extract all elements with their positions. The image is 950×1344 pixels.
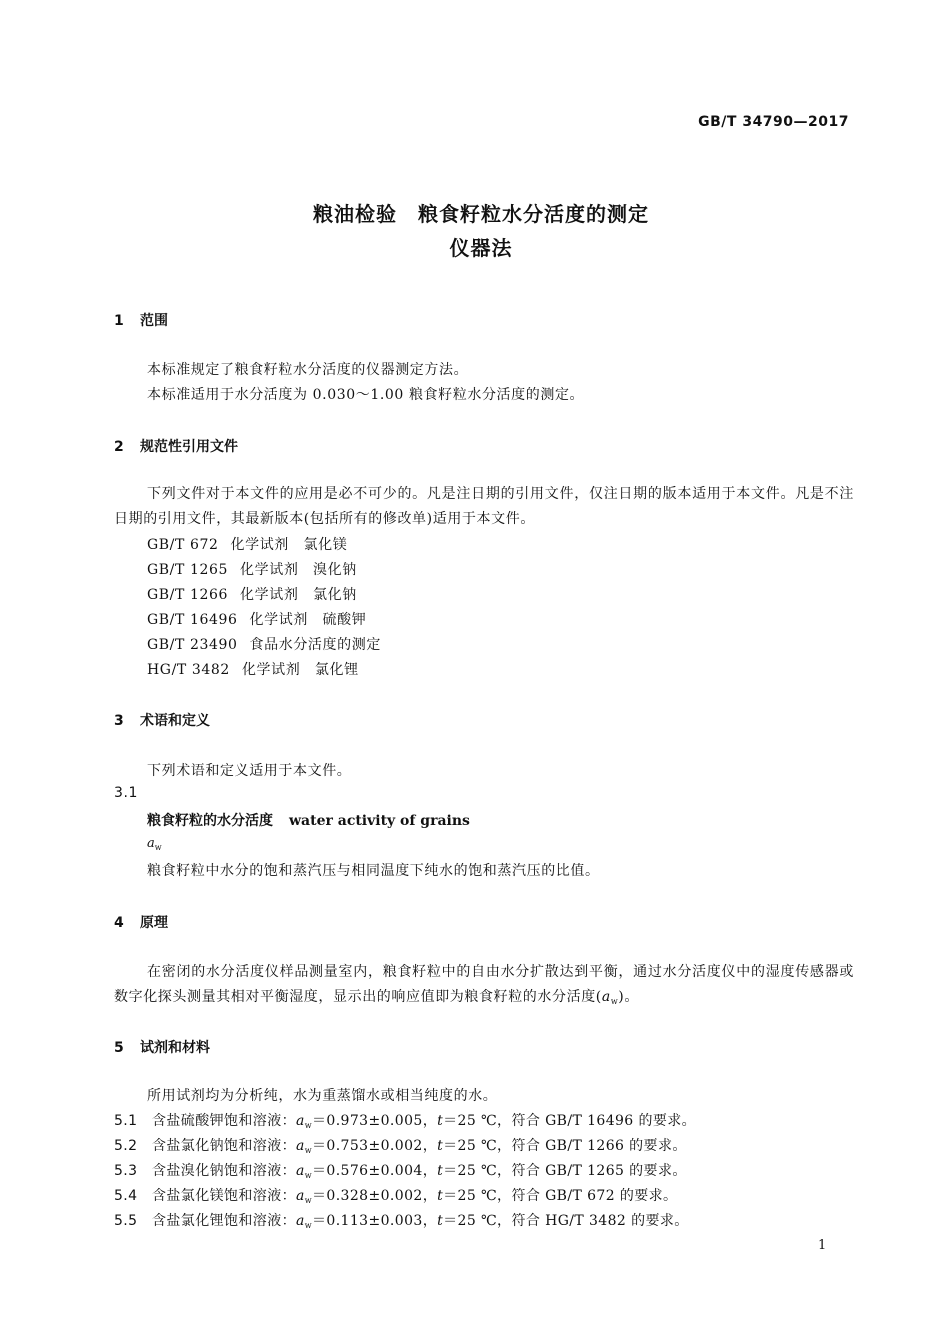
reference-item xyxy=(147,534,347,554)
symbol-subscript: w xyxy=(304,1221,312,1230)
term-name-cn: 粮食籽粒的水分活度 xyxy=(147,813,273,829)
term-name xyxy=(147,810,470,830)
item-value: ＝0.576±0.004， xyxy=(312,1163,438,1179)
symbol-t: t xyxy=(437,1138,444,1154)
section-heading-principle xyxy=(114,912,168,932)
page-number: 1 xyxy=(818,1238,827,1253)
section-number: 2 xyxy=(114,439,124,455)
item-name: 含盐硫酸钾饱和溶液： xyxy=(152,1113,296,1129)
section-title: 术语和定义 xyxy=(140,713,210,729)
reference-item xyxy=(147,634,381,654)
item-temp: ＝25 ℃，符合 GB/T 16496 的要求。 xyxy=(443,1113,697,1129)
reagent-item xyxy=(114,1160,687,1180)
symbol-a: a xyxy=(296,1138,305,1154)
item-number: 5.5 xyxy=(114,1213,138,1229)
term-symbol xyxy=(147,836,162,852)
reference-code: GB/T 1266 xyxy=(147,587,229,603)
principle-paragraph xyxy=(114,960,854,1014)
term-name-en: water activity of grains xyxy=(289,813,470,829)
item-number: 5.1 xyxy=(114,1113,138,1129)
reference-item xyxy=(147,659,359,679)
item-name: 含盐氯化锂饱和溶液： xyxy=(152,1213,296,1229)
section-number: 4 xyxy=(114,915,124,931)
paragraph: 本标准适用于水分活度为 0.030～1.00 粮食籽粒水分活度的测定。 xyxy=(147,387,585,403)
term-definition: 粮食籽粒中水分的饱和蒸汽压与相同温度下纯水的饱和蒸汽压的比值。 xyxy=(147,863,600,879)
item-number: 5.4 xyxy=(114,1188,138,1204)
item-name: 含盐氯化镁饱和溶液： xyxy=(152,1188,296,1204)
symbol-t: t xyxy=(437,1188,444,1204)
reference-item xyxy=(147,584,357,604)
reference-code: GB/T 672 xyxy=(147,537,219,553)
item-number: 5.2 xyxy=(114,1138,138,1154)
symbol-a: a xyxy=(296,1113,305,1129)
item-temp: ＝25 ℃，符合 GB/T 1265 的要求。 xyxy=(443,1163,687,1179)
paragraph: 下列术语和定义适用于本文件。 xyxy=(147,763,352,779)
reference-item xyxy=(147,559,357,579)
symbol-subscript: w xyxy=(304,1146,312,1155)
reference-title: 食品水分活度的测定 xyxy=(249,637,381,653)
item-value: ＝0.328±0.002， xyxy=(312,1188,438,1204)
section-number: 3 xyxy=(114,713,124,729)
symbol-subscript: w xyxy=(154,843,162,852)
item-temp: ＝25 ℃，符合 HG/T 3482 的要求。 xyxy=(443,1213,689,1229)
reference-code: GB/T 16496 xyxy=(147,612,238,628)
reference-title: 化学试剂 氯化钠 xyxy=(240,587,357,603)
paragraph: 所用试剂均为分析纯，水为重蒸馏水或相当纯度的水。 xyxy=(147,1088,498,1104)
reagent-item xyxy=(114,1135,687,1155)
section-title: 试剂和材料 xyxy=(140,1040,210,1056)
section-title: 原理 xyxy=(140,915,168,931)
reference-title: 化学试剂 硫酸钾 xyxy=(249,612,367,628)
principle-text: 在密闭的水分活度仪样品测量室内，粮食籽粒中的自由水分扩散达到平衡，通过水分活度仪中的湿度传感器或数字化探头测量其相对平衡湿度，显示出的响应值即为粮食籽粒的水分活度( xyxy=(114,964,854,1005)
symbol-t: t xyxy=(437,1213,444,1229)
standard-number: GB/T 34790—2017 xyxy=(698,114,849,130)
section-heading-normative-references xyxy=(114,436,238,456)
symbol-a: a xyxy=(296,1188,305,1204)
reference-code: GB/T 23490 xyxy=(147,637,238,653)
item-temp: ＝25 ℃，符合 GB/T 672 的要求。 xyxy=(443,1188,678,1204)
item-value: ＝0.113±0.003， xyxy=(312,1213,438,1229)
section-heading-terms xyxy=(114,710,210,730)
section-title: 规范性引用文件 xyxy=(140,439,238,455)
reagent-item xyxy=(114,1185,677,1205)
term-number: 3.1 xyxy=(114,785,139,801)
symbol-subscript: w xyxy=(304,1121,312,1130)
item-value: ＝0.753±0.002， xyxy=(312,1138,438,1154)
item-temp: ＝25 ℃，符合 GB/T 1266 的要求。 xyxy=(443,1138,687,1154)
item-value: ＝0.973±0.005， xyxy=(312,1113,438,1129)
paragraph: 本标准规定了粮食籽粒水分活度的仪器测定方法。 xyxy=(147,362,469,378)
principle-symbol-subscript: w xyxy=(610,997,619,1006)
reagent-item xyxy=(114,1210,689,1230)
reference-code: GB/T 1265 xyxy=(147,562,229,578)
paragraph: 下列文件对于本文件的应用是必不可少的。凡是注日期的引用文件，仅注日期的版本适用于本文件。凡是不注日期的引用文件，其最新版本(包括所有的修改单)适用于本文件。 xyxy=(114,486,854,527)
document-subtitle: 仪器法 xyxy=(449,236,513,260)
reference-code: HG/T 3482 xyxy=(147,662,230,678)
section-heading-scope xyxy=(114,310,168,330)
reference-title: 化学试剂 氯化锂 xyxy=(241,662,359,678)
document-title: 粮油检验 粮食籽粒水分活度的测定 xyxy=(313,202,649,226)
item-number: 5.3 xyxy=(114,1163,138,1179)
symbol-a: a xyxy=(296,1213,305,1229)
reference-title: 化学试剂 溴化钠 xyxy=(240,562,357,578)
reference-item xyxy=(147,609,366,629)
item-name: 含盐溴化钠饱和溶液： xyxy=(152,1163,296,1179)
symbol-subscript: w xyxy=(304,1171,312,1180)
section-number: 1 xyxy=(114,313,124,329)
symbol-a: a xyxy=(147,836,155,851)
reference-title: 化学试剂 氯化镁 xyxy=(230,537,348,553)
reagent-item xyxy=(114,1110,696,1130)
symbol-a: a xyxy=(296,1163,305,1179)
principle-text-end: )。 xyxy=(618,989,639,1005)
section-title: 范围 xyxy=(140,313,168,329)
section-heading-reagents xyxy=(114,1037,210,1057)
symbol-t: t xyxy=(437,1163,444,1179)
section-number: 5 xyxy=(114,1040,124,1056)
symbol-t: t xyxy=(437,1113,444,1129)
item-name: 含盐氯化钠饱和溶液： xyxy=(152,1138,296,1154)
symbol-subscript: w xyxy=(304,1196,312,1205)
principle-symbol: a xyxy=(601,989,611,1005)
